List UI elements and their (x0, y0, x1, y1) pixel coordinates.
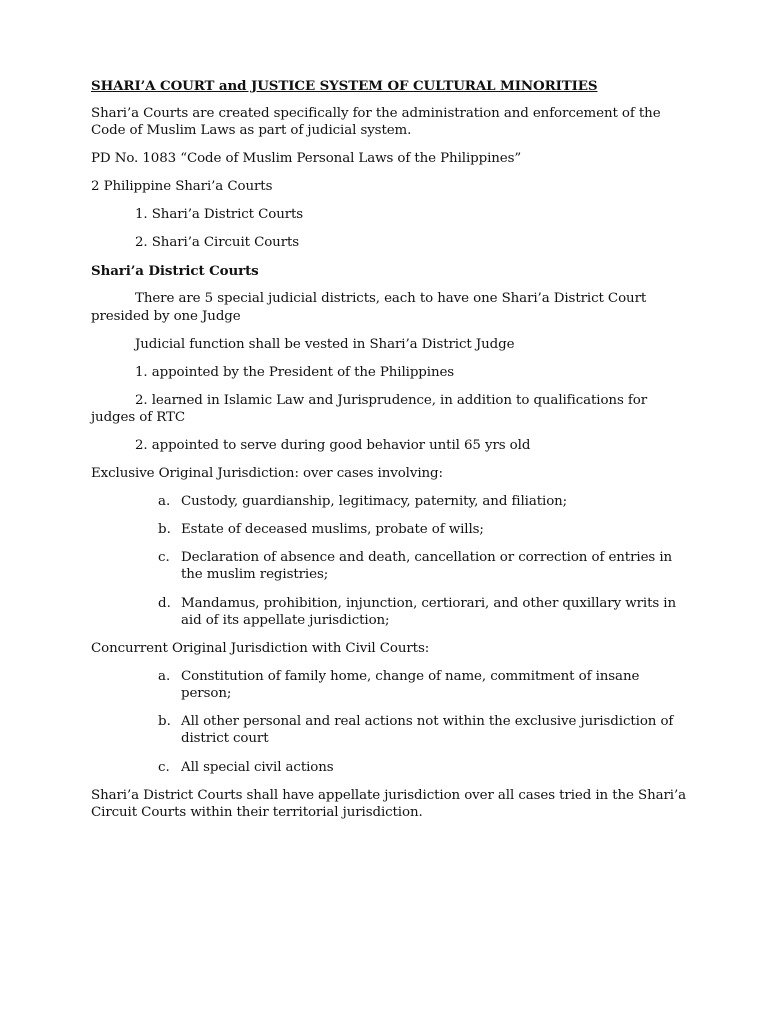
concurrent-jurisdiction-heading: Concurrent Original Jurisdiction with Civil Courts: (91, 641, 430, 656)
list-marker: a. (158, 669, 171, 684)
districts-line-1: There are 5 special judicial districts, each to have one Shari’a District Court (135, 291, 647, 306)
exclusive-item-b: Estate of deceased muslims, probate of wills; (181, 522, 484, 537)
exclusive-item-a: Custody, guardianship, legitimacy, paternity, and filiation; (181, 494, 568, 509)
concurrent-item-c: All special civil actions (181, 760, 334, 775)
districts-line-2: presided by one Judge (91, 309, 241, 324)
judicial-function: Judicial function shall be vested in Shari’a District Judge (135, 337, 515, 352)
judge-item-3: 2. appointed to serve during good behavior until 65 yrs old (135, 438, 531, 453)
list-marker: a. (158, 494, 171, 509)
list-marker: c. (158, 550, 170, 565)
exclusive-item-c-line-2: the muslim registries; (181, 567, 329, 582)
list-marker: b. (158, 714, 171, 729)
list-marker: b. (158, 522, 171, 537)
appellate-line-1: Shari’a District Courts shall have appellate jurisdiction over all cases tried in the Shari’a (91, 788, 686, 803)
judge-item-1: 1. appointed by the President of the Philippines (135, 365, 455, 380)
exclusive-item-c-line-1: Declaration of absence and death, cancellation or correction of entries in (181, 550, 673, 565)
judge-item-2-line-2: judges of RTC (91, 410, 185, 425)
court-item-2: 2. Shari’a Circuit Courts (135, 235, 300, 250)
intro-line-1: Shari’a Courts are created specifically for the administration and enforcement of the (91, 106, 661, 121)
list-marker: d. (158, 596, 171, 611)
exclusive-item-d-line-2: aid of its appellate jurisdiction; (181, 613, 390, 628)
intro-line-2: Code of Muslim Laws as part of judicial system. (91, 123, 412, 138)
concurrent-item-b-line-2: district court (181, 731, 269, 746)
district-courts-heading: Shari’a District Courts (91, 263, 259, 279)
judge-item-2-line-1: 2. learned in Islamic Law and Jurisprudence, in addition to qualifications for (135, 393, 648, 408)
concurrent-item-a-line-1: Constitution of family home, change of name, commitment of insane (181, 669, 640, 684)
pd-reference: PD No. 1083 “Code of Muslim Personal Laws of the Philippines” (91, 151, 522, 166)
appellate-line-2: Circuit Courts within their territorial jurisdiction. (91, 805, 423, 820)
concurrent-item-b-line-1: All other personal and real actions not within the exclusive jurisdiction of (181, 714, 674, 729)
courts-heading: 2 Philippine Shari’a Courts (91, 179, 273, 194)
exclusive-item-d-line-1: Mandamus, prohibition, injunction, certiorari, and other quxillary writs in (181, 596, 676, 611)
page-title: SHARI’A COURT and JUSTICE SYSTEM OF CULTURAL MINORITIES (91, 78, 598, 94)
concurrent-item-a-line-2: person; (181, 686, 232, 701)
court-item-1: 1. Shari’a District Courts (135, 207, 304, 222)
exclusive-jurisdiction-heading: Exclusive Original Jurisdiction: over cases involving: (91, 466, 443, 481)
list-marker: c. (158, 760, 170, 775)
